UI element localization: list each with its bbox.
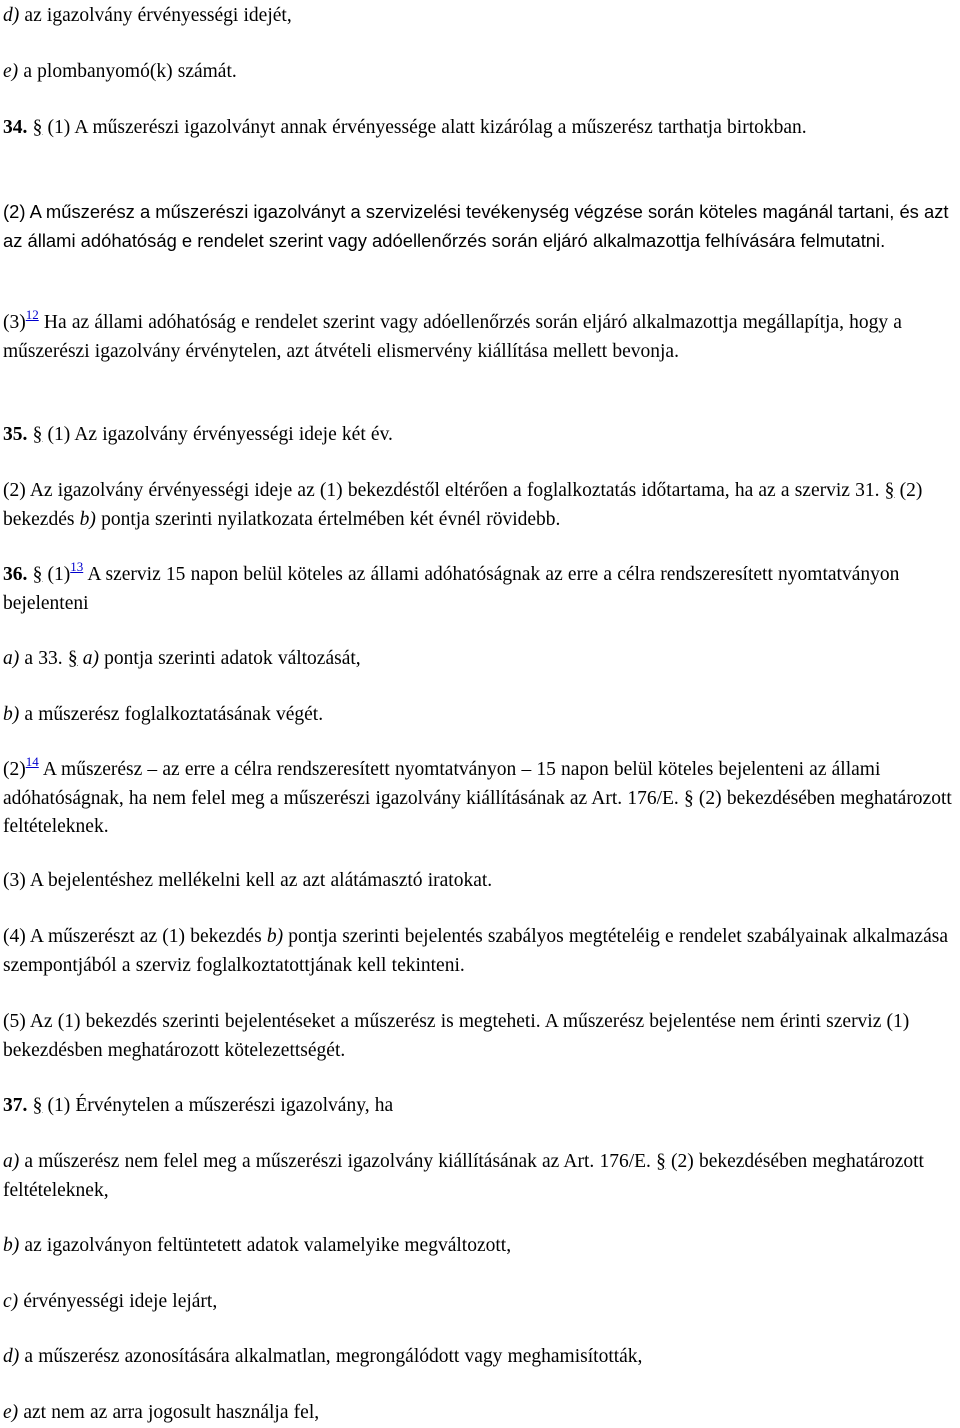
paragraph-text: (3) [3, 312, 26, 333]
paragraph [3, 756, 955, 842]
paragraph-text: a műszerész nem felel meg a műszerészi igazolvány kiállításának az Art. 176/E. [19, 1151, 657, 1172]
paragraph-text: érvényességi ideje lejárt, [18, 1291, 218, 1312]
section-sign: § [884, 480, 895, 501]
item-letter: a) [82, 648, 99, 669]
section-sign: § [32, 564, 43, 585]
section-number: 37. [3, 1095, 28, 1116]
paragraph [3, 421, 955, 450]
item-letter: e) [3, 61, 19, 82]
paragraph-text: A szerviz 15 napon belül köteles az állami adóhatóságnak az erre a célra rendszeresített nyomtatványon bejelenteni [3, 564, 900, 614]
item-letter: a) [3, 1151, 20, 1172]
section-sign: § [32, 424, 43, 445]
paragraph-text: (3) A bejelentéshez mellékelni kell az azt alátámasztó iratokat. [3, 870, 493, 891]
paragraph-text: (1) A műszerészi igazolványt annak érvényessége alatt kizárólag a műszerész tarthatja birtokban. [42, 117, 807, 138]
section-sign: § [32, 1095, 43, 1116]
footnote-ref [70, 557, 83, 575]
paragraph [3, 561, 955, 618]
paragraph [3, 1343, 955, 1372]
item-letter: a) [3, 648, 20, 669]
paragraph-text: A műszerész – az erre a célra rendszeresített nyomtatványon – 15 napon belül köteles bejelenteni az állami adóhatóságnak, ha nem felel meg a műszerészi igazolvány kiállításának az Art. 176/E. [3, 759, 881, 809]
section-number: 34. [3, 117, 28, 138]
paragraph-text: (5) Az (1) bekezdés szerinti bejelentéseket a műszerész is megteheti. A műszerész bejelentése nem érinti szerviz (1) bekezdésben meghatározott kötelezettségét. [3, 1011, 910, 1061]
section-sign: § [67, 648, 78, 669]
section-sign: § [683, 787, 694, 809]
paragraph-text: (1) Az igazolvány érvényességi ideje két év. [42, 424, 393, 445]
section-number: 36. [3, 564, 28, 585]
paragraph-text: a 33. [19, 648, 68, 669]
section-number: 35. [3, 424, 28, 445]
paragraph [3, 1288, 955, 1317]
paragraph [3, 645, 955, 674]
paragraph [3, 1092, 955, 1121]
paragraph-text: pontja szerinti bejelentés szabályos megtételéig e rendelet szabályainak alkalmazása szempontjából a szerviz foglalkoztatottjának kell tekinteni. [3, 926, 948, 976]
paragraph [3, 701, 955, 730]
paragraph-text: az igazolvány érvényességi idejét, [19, 5, 292, 26]
paragraph [3, 1399, 955, 1428]
item-letter: b) [266, 926, 284, 947]
paragraph [3, 114, 955, 143]
paragraph-text: (2) bekezdés [3, 480, 923, 530]
item-letter: b) [3, 1235, 20, 1256]
paragraph-text: a műszerész azonosítására alkalmatlan, megrongálódott vagy meghamisították, [19, 1346, 643, 1367]
paragraph-text: (2) Az igazolvány érvényességi ideje az (1) bekezdéstől eltérően a foglalkoztatás időtartama, ha az a szerviz 31. [3, 480, 885, 501]
section-sign: § [32, 117, 43, 138]
paragraph-text: pontja szerinti nyilatkozata értelmében két évnél rövidebb. [95, 508, 561, 530]
footnote-ref [26, 752, 39, 770]
item-letter: c) [3, 1291, 19, 1312]
paragraph-text: (4) A műszerészt az (1) bekezdés [3, 926, 267, 947]
paragraph-text: (1) [42, 564, 71, 585]
paragraph [3, 198, 955, 255]
paragraph [3, 867, 955, 896]
paragraph-text: (2) bekezdésében meghatározott feltételeknek. [3, 787, 952, 837]
item-letter: b) [3, 704, 20, 725]
paragraph [3, 477, 955, 534]
paragraph-text: (2) A műszerész a műszerészi igazolványt a szervizelési tevékenység végzése során köteles magánál tartani, és azt az állami adóhatóság e rendelet szerint vagy adóellenőrzés során eljáró alkalmazottja felhívására felmutatni. [3, 201, 949, 251]
footnote-link[interactable]: 13 [70, 559, 84, 574]
paragraph [3, 309, 955, 366]
item-letter: e) [3, 1402, 19, 1423]
paragraph-text: az igazolványon feltüntetett adatok valamelyike megváltozott, [19, 1235, 512, 1256]
footnote-ref [26, 305, 39, 323]
paragraph [3, 58, 955, 87]
paragraph-text: a plombanyomó(k) számát. [18, 61, 237, 82]
paragraph [3, 2, 955, 31]
section-sign: § [656, 1151, 666, 1172]
footnote-link[interactable]: 14 [25, 754, 39, 769]
item-letter: d) [3, 5, 20, 26]
paragraph-text: (1) Érvénytelen a műszerészi igazolvány, ha [42, 1095, 394, 1116]
paragraph-text: (2) bekezdésében meghatározott feltételeknek, [3, 1151, 924, 1201]
paragraph-text: a műszerész foglalkoztatásának végét. [19, 704, 324, 725]
paragraph-text: pontja szerinti adatok változását, [99, 648, 361, 669]
paragraph-text: Ha az állami adóhatóság e rendelet szerint vagy adóellenőrzés során eljáró alkalmazottja megállapítja, hogy a műszerészi igazolvány érvénytelen, azt átvételi elismervény kiállítása mellett bevonja. [3, 312, 902, 362]
item-letter: b) [79, 508, 96, 530]
item-letter: d) [3, 1346, 20, 1367]
paragraph [3, 1232, 955, 1261]
paragraph-text: (2) [3, 759, 26, 780]
paragraph [3, 1148, 955, 1205]
paragraph-text: azt nem az arra jogosult használja fel, [18, 1402, 320, 1423]
paragraph [3, 923, 955, 980]
footnote-link[interactable]: 12 [25, 307, 39, 322]
paragraph [3, 1008, 955, 1065]
